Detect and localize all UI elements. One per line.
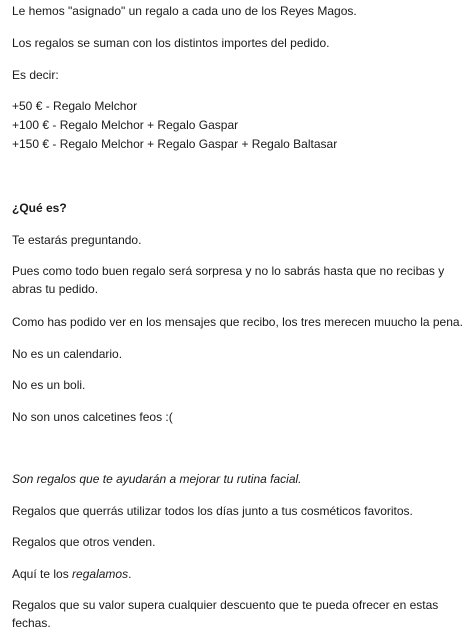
intro-paragraph: Le hemos "asignado" un regalo a cada uno de los Reyes Magos. [12, 4, 357, 18]
mensajes-paragraph: Como has podido ver en los mensajes que recibo, los tres merecen muucho la pena. [12, 315, 463, 329]
tier-150: +150 € - Regalo Melchor + Regalo Gaspar + Regalo Baltasar [12, 137, 338, 151]
tier-50: +50 € - Regalo Melchor [12, 99, 138, 113]
rutina-paragraph: Son regalos que te ayudarán a mejorar tu rutina facial. [12, 472, 302, 486]
sum-paragraph: Los regalos se suman con los distintos importes del pedido. [12, 36, 330, 50]
cosmeticos-paragraph: Regalos que querrás utilizar todos los días junto a tus cosméticos favoritos. [12, 504, 413, 518]
calcetines-paragraph: No son unos calcetines feos :( [12, 410, 173, 424]
es-decir-paragraph: Es decir: [12, 68, 59, 82]
calendario-paragraph: No es un calendario. [12, 347, 123, 361]
sorpresa-paragraph: Pues como todo buen regalo será sorpresa y no lo sabrás hasta que no recibas y abras tu pedido. [12, 264, 445, 296]
regalamos-suffix: . [128, 567, 132, 581]
regalamos-prefix: Aquí te los [12, 567, 73, 581]
descuento-paragraph: Regalos que su valor supera cualquier descuento que te pueda ofrecer en estas fechas. [12, 598, 439, 630]
preguntando-paragraph: Te estarás preguntando. [12, 233, 142, 247]
otros-venden-paragraph: Regalos que otros venden. [12, 535, 156, 549]
boli-paragraph: No es un boli. [12, 378, 86, 392]
tier-100: +100 € - Regalo Melchor + Regalo Gaspar [12, 118, 239, 132]
section-heading: ¿Qué es? [12, 201, 67, 215]
regalamos-paragraph [12, 565, 463, 583]
regalamos-emphasis: regalamos [72, 567, 129, 581]
